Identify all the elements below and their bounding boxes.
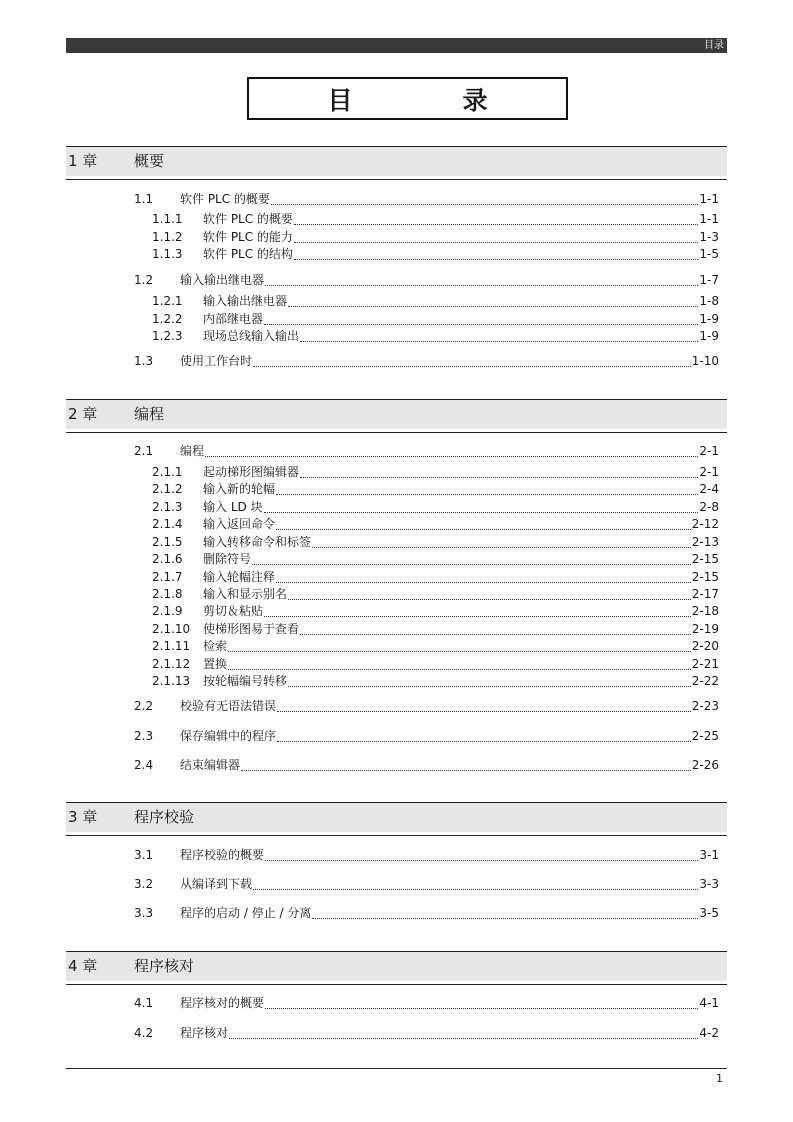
entry-page: 2-19 — [691, 622, 719, 636]
chapter-2-heading — [66, 399, 727, 429]
entry-page: 1-3 — [699, 230, 719, 244]
dot-leader — [277, 732, 691, 742]
toc-entry-3-1[interactable] — [134, 848, 719, 863]
toc-entry-2-1-9[interactable] — [152, 604, 719, 619]
entry-title: 检索 — [203, 639, 228, 653]
chapter-number: 1 章 — [68, 152, 98, 170]
entry-title: 输入转移命令和标签 — [203, 535, 312, 549]
dot-leader — [264, 503, 699, 513]
entry-page: 2-17 — [691, 587, 719, 601]
toc-entry-3-2[interactable] — [134, 877, 719, 892]
entry-page: 2-22 — [691, 674, 719, 688]
toc-entry-1-2-3[interactable] — [152, 329, 719, 344]
dot-leader — [300, 332, 698, 342]
entry-title: 软件 PLC 的概要 — [180, 192, 270, 206]
chapter-title: 程序校验 — [134, 808, 195, 826]
entry-page: 2-1 — [699, 444, 719, 458]
entry-number: 2.2 — [134, 699, 154, 713]
entry-number: 2.1.10 — [152, 622, 191, 636]
entry-title: 起动梯形图编辑器 — [203, 465, 300, 479]
toc-entry-4-2[interactable] — [134, 1026, 719, 1041]
entry-page: 2-26 — [691, 758, 719, 772]
chapter-title: 概要 — [134, 152, 165, 170]
dot-leader — [312, 538, 691, 548]
chapter-3-heading — [66, 802, 727, 832]
dot-leader — [253, 880, 698, 890]
toc-title-char-1: 目 — [327, 85, 353, 115]
toc-entry-1-2-1[interactable] — [152, 294, 719, 309]
entry-title: 输入新的轮幅 — [203, 482, 276, 496]
toc-entry-1-3[interactable] — [134, 354, 719, 369]
toc-entry-2-1-6[interactable] — [152, 552, 719, 567]
entry-title: 输入返回命令 — [203, 517, 276, 531]
entry-title: 输入输出继电器 — [203, 294, 288, 308]
entry-page: 1-1 — [699, 212, 719, 226]
toc-entry-2-3[interactable] — [134, 729, 719, 744]
toc-title-char-2: 录 — [462, 85, 488, 115]
entry-title: 内部继电器 — [203, 312, 264, 326]
entry-page: 2-21 — [691, 657, 719, 671]
entry-page: 2-8 — [699, 500, 719, 514]
toc-entry-4-1[interactable] — [134, 996, 719, 1011]
entry-title: 程序的启动 / 停止 / 分离 — [180, 906, 312, 920]
entry-page: 2-23 — [691, 699, 719, 713]
toc-entry-2-1-4[interactable] — [152, 517, 719, 532]
dot-leader — [300, 625, 691, 635]
entry-number: 2.1.3 — [152, 500, 183, 514]
entry-number: 1.1.1 — [152, 212, 183, 226]
dot-leader — [252, 555, 691, 565]
entry-number: 4.2 — [134, 1026, 154, 1040]
entry-page: 2-4 — [699, 482, 719, 496]
entry-number: 1.2.1 — [152, 294, 183, 308]
chapter-1-heading — [66, 146, 727, 176]
entry-number: 2.1 — [134, 444, 154, 458]
entry-number: 2.1.6 — [152, 552, 183, 566]
dot-leader — [294, 215, 698, 225]
entry-page: 2-18 — [691, 604, 719, 618]
header-bar — [66, 38, 727, 53]
entry-title: 剪切＆粘贴 — [203, 604, 264, 618]
dot-leader — [264, 315, 698, 325]
header-label: 目录 — [704, 40, 724, 51]
toc-title — [247, 77, 568, 120]
entry-title: 使梯形图易于查看 — [203, 622, 300, 636]
dot-leader — [264, 607, 691, 617]
dot-leader — [253, 357, 691, 367]
entry-page: 1-8 — [699, 294, 719, 308]
entry-title: 输入轮幅注释 — [203, 570, 276, 584]
entry-page: 1-9 — [699, 312, 719, 326]
dot-leader — [294, 250, 698, 260]
entry-page: 1-7 — [699, 273, 719, 287]
toc-entry-1-2-2[interactable] — [152, 312, 719, 327]
dot-leader — [276, 485, 698, 495]
dot-leader — [271, 195, 698, 205]
chapter-number: 4 章 — [68, 957, 98, 975]
dot-leader — [276, 573, 691, 583]
toc-entry-2-1-8[interactable] — [152, 587, 719, 602]
entry-number: 2.1.2 — [152, 482, 183, 496]
entry-title: 程序核对 — [180, 1026, 229, 1040]
entry-page: 1-1 — [699, 192, 719, 206]
footer-rule — [66, 1068, 727, 1069]
dot-leader — [288, 677, 691, 687]
toc-entry-2-1-10[interactable] — [152, 622, 719, 637]
entry-number: 3.1 — [134, 848, 154, 862]
toc-entry-2-1-12[interactable] — [152, 657, 719, 672]
entry-page: 2-15 — [691, 552, 719, 566]
entry-title: 程序核对的概要 — [180, 996, 265, 1010]
toc-entry-1-1-2[interactable] — [152, 230, 719, 245]
dot-leader — [288, 297, 698, 307]
entry-number: 2.3 — [134, 729, 154, 743]
entry-title: 软件 PLC 的能力 — [203, 230, 293, 244]
entry-number: 3.2 — [134, 877, 154, 891]
chapter-4-heading — [66, 951, 727, 981]
entry-title: 软件 PLC 的结构 — [203, 247, 293, 261]
entry-title: 输入输出继电器 — [180, 273, 265, 287]
entry-title: 输入 LD 块 — [203, 500, 263, 514]
entry-page: 2-12 — [691, 517, 719, 531]
toc-entry-1-2[interactable] — [134, 273, 719, 288]
entry-number: 1.2 — [134, 273, 154, 287]
entry-title: 现场总线输入输出 — [203, 329, 300, 343]
entry-title: 结束编辑器 — [180, 758, 241, 772]
entry-number: 2.1.9 — [152, 604, 183, 618]
entry-number: 1.1.3 — [152, 247, 183, 261]
toc-entry-3-3[interactable] — [134, 906, 719, 921]
entry-page: 3-1 — [699, 848, 719, 862]
toc-entry-1-1-1[interactable] — [152, 212, 719, 227]
toc-entry-2-2[interactable] — [134, 699, 719, 714]
entry-page: 1-9 — [699, 329, 719, 343]
dot-leader — [265, 851, 698, 861]
entry-title: 程序校验的概要 — [180, 848, 265, 862]
entry-number: 4.1 — [134, 996, 154, 1010]
dot-leader — [229, 1029, 698, 1039]
entry-page: 4-1 — [699, 996, 719, 1010]
entry-number: 1.2.3 — [152, 329, 183, 343]
entry-title: 输入和显示别名 — [203, 587, 288, 601]
dot-leader — [205, 447, 698, 457]
chapter-title: 程序核对 — [134, 957, 195, 975]
entry-page: 2-25 — [691, 729, 719, 743]
entry-number: 1.1.2 — [152, 230, 183, 244]
toc-entry-2-1-2[interactable] — [152, 482, 719, 497]
entry-page: 3-5 — [699, 906, 719, 920]
entry-title: 删除符号 — [203, 552, 252, 566]
toc-entry-2-4[interactable] — [134, 758, 719, 773]
entry-page: 1-10 — [691, 354, 719, 368]
dot-leader — [300, 468, 698, 478]
page-number: 1 — [716, 1072, 723, 1085]
dot-leader — [277, 702, 691, 712]
entry-number: 2.1.13 — [152, 674, 191, 688]
toc-entry-2-1-5[interactable] — [152, 535, 719, 550]
entry-page: 1-5 — [699, 247, 719, 261]
toc-entry-2-1-1[interactable] — [152, 465, 719, 480]
toc-entry-1-1[interactable] — [134, 192, 719, 207]
entry-title: 使用工作台时 — [180, 354, 253, 368]
toc-entry-1-1-3[interactable] — [152, 247, 719, 262]
entry-number: 2.1.4 — [152, 517, 183, 531]
entry-page: 4-2 — [699, 1026, 719, 1040]
dot-leader — [288, 590, 691, 600]
dot-leader — [228, 660, 691, 670]
chapter-number: 3 章 — [68, 808, 98, 826]
entry-title: 保存编辑中的程序 — [180, 729, 277, 743]
entry-title: 置换 — [203, 657, 228, 671]
entry-page: 2-15 — [691, 570, 719, 584]
entry-number: 1.1 — [134, 192, 154, 206]
dot-leader — [276, 520, 691, 530]
entry-number: 1.3 — [134, 354, 154, 368]
entry-number: 2.1.5 — [152, 535, 183, 549]
entry-page: 2-20 — [691, 639, 719, 653]
dot-leader — [241, 761, 691, 771]
toc-entry-2-1-3[interactable] — [152, 500, 719, 515]
entry-title: 校验有无语法错误 — [180, 699, 277, 713]
toc-entry-2-1-11[interactable] — [152, 639, 719, 654]
entry-number: 2.1.1 — [152, 465, 183, 479]
entry-number: 3.3 — [134, 906, 154, 920]
entry-number: 1.2.2 — [152, 312, 183, 326]
chapter-number: 2 章 — [68, 405, 98, 423]
entry-number: 2.4 — [134, 758, 154, 772]
entry-title: 从编译到下载 — [180, 877, 253, 891]
entry-title: 软件 PLC 的概要 — [203, 212, 293, 226]
entry-title: 编程 — [180, 444, 205, 458]
entry-number: 2.1.7 — [152, 570, 183, 584]
toc-entry-2-1[interactable] — [134, 444, 719, 459]
toc-entry-2-1-7[interactable] — [152, 570, 719, 585]
entry-number: 2.1.12 — [152, 657, 191, 671]
dot-leader — [312, 909, 698, 919]
chapter-title: 编程 — [134, 405, 165, 423]
entry-page: 2-1 — [699, 465, 719, 479]
dot-leader — [228, 642, 691, 652]
toc-entry-2-1-13[interactable] — [152, 674, 719, 689]
entry-title: 按轮幅编号转移 — [203, 674, 288, 688]
entry-page: 2-13 — [691, 535, 719, 549]
entry-number: 2.1.11 — [152, 639, 191, 653]
entry-number: 2.1.8 — [152, 587, 183, 601]
dot-leader — [294, 233, 698, 243]
dot-leader — [265, 999, 698, 1009]
dot-leader — [265, 276, 698, 286]
entry-page: 3-3 — [699, 877, 719, 891]
